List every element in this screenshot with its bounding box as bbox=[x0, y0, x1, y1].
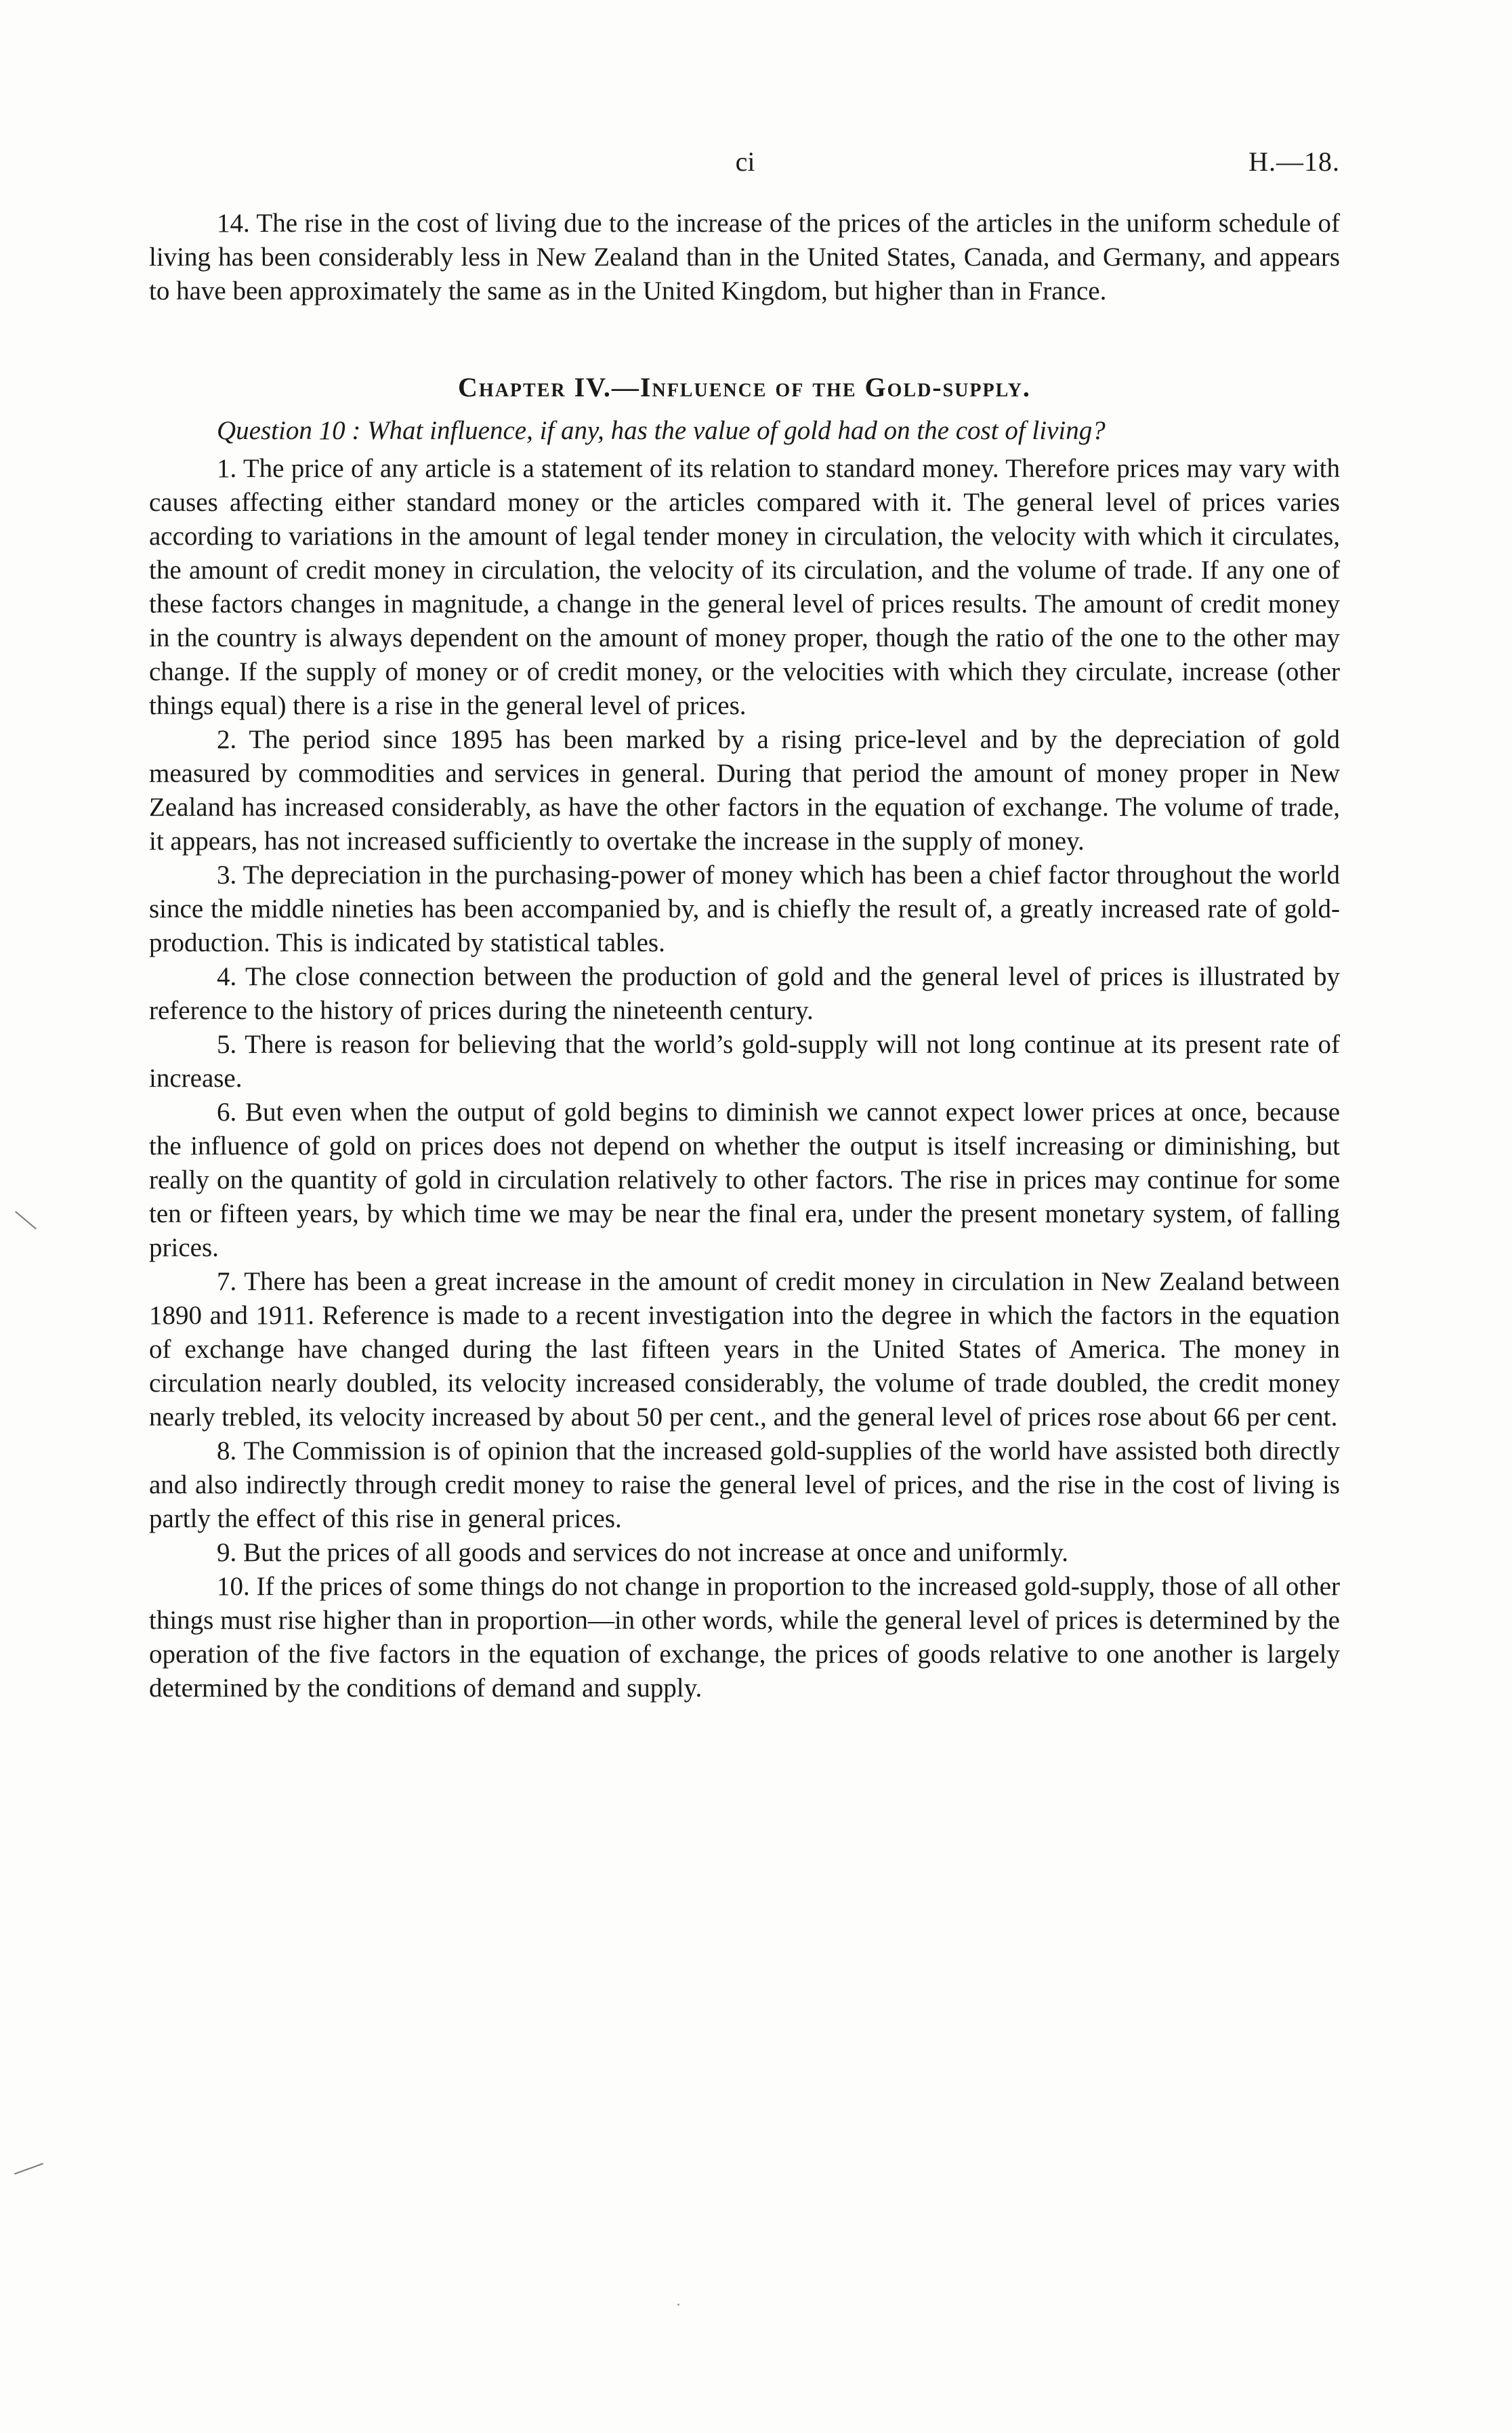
paragraph-number: 14. bbox=[217, 209, 250, 238]
paragraph-number: 8. bbox=[217, 1436, 237, 1465]
document-reference: H.—18. bbox=[1248, 146, 1340, 177]
paragraph-text: The period since 1895 has been marked by a rising price-level and by the depreciation of gold measured by commodities and services in general. During that period the amount of money proper in New Zealand has increased considerably, as have the other factors in the equation of exchange. The volume of trade, it appears, has not increased sufficiently to overtake the increase in the supply of money. bbox=[149, 725, 1341, 856]
margin-scan-mark bbox=[15, 1211, 37, 1229]
margin-scan-mark bbox=[14, 2163, 43, 2174]
paragraph-number: 2. bbox=[217, 725, 237, 754]
question-text: What influence, if any, has the value of gold had on the cost of living? bbox=[367, 416, 1106, 445]
paragraph-3 bbox=[149, 858, 1340, 960]
paragraph-9 bbox=[149, 1536, 1340, 1570]
paragraph-14 bbox=[149, 207, 1340, 308]
paragraph-text: The depreciation in the purchasing-power of money which has been a chief factor throughout the world since the middle nineties has been accompanied by, and is chiefly the result of, a greatly increased rate of gold-production. This is indicated by statistical tables. bbox=[149, 860, 1340, 957]
paragraph-number: 3. bbox=[217, 860, 237, 890]
paragraph-text: There has been a great increase in the amount of credit money in circulation in New Zealand between 1890 and 1911. Reference is made to a recent investigation into the degree in which the factors in the equation of exchange have changed during the last fifteen years in the United States of America. The money in circulation nearly doubled, its velocity increased considerably, the volume of trade doubled, the credit money nearly trebled, its velocity increased by about 50 per cent., and the general level of prices rose about 66 per cent. bbox=[149, 1267, 1340, 1432]
chapter-heading: Chapter IV.—Influence of the Gold-supply. bbox=[458, 372, 1031, 402]
paragraph-4 bbox=[149, 960, 1340, 1028]
paragraph-number: 4. bbox=[217, 962, 237, 991]
paragraph-text: The rise in the cost of living due to the increase of the prices of the articles in the uniform schedule of living has been considerably less in New Zealand than in the United States, Canada, and Germany, and appears to have been approximately the same as in the United Kingdom, but higher than in France. bbox=[149, 209, 1340, 306]
paragraph-text: The Commission is of opinion that the increased gold-supplies of the world have assisted both directly and also indirectly through credit money to raise the general level of prices, and the rise in the cost of living is partly the effect of this rise in general prices. bbox=[149, 1436, 1340, 1533]
paragraph-number: 5. bbox=[217, 1030, 237, 1059]
paragraph-10 bbox=[149, 1570, 1340, 1705]
paragraph-1 bbox=[149, 452, 1340, 723]
paragraph-text: The close connection between the production of gold and the general level of prices is illustrated by reference to the history of prices during the nineteenth century. bbox=[149, 962, 1340, 1025]
page-number: ci bbox=[735, 146, 755, 177]
paragraph-text: If the prices of some things do not change in proportion to the increased gold-supply, those of all other things must rise higher than in proportion—in other words, while the general level of prices is determined by the operation of the five factors in the equation of exchange, the prices of goods relative to one another is largely determined by the conditions of demand and supply. bbox=[149, 1572, 1341, 1703]
paragraph-7 bbox=[149, 1265, 1340, 1434]
paragraph-text: But even when the output of gold begins to diminish we cannot expect lower prices at once, because the influence of gold on prices does not depend on whether the output is itself increasing or diminishing, but really on the quantity of gold in circulation relatively to other factors. The rise in prices may continue for some ten or fifteen years, by which time we may be near the final era, under the present monetary system, of falling prices. bbox=[149, 1098, 1341, 1262]
paragraph-text: There is reason for believing that the world’s gold-supply will not long continue at its present rate of increase. bbox=[149, 1030, 1341, 1093]
paragraph-8 bbox=[149, 1434, 1340, 1536]
paragraph-5 bbox=[149, 1028, 1340, 1096]
paragraph-number: 9. bbox=[217, 1538, 237, 1567]
question-label: Question 10 : bbox=[217, 416, 361, 445]
paragraph-number: 7. bbox=[217, 1267, 237, 1296]
page-body bbox=[149, 207, 1340, 1705]
paragraph-text: The price of any article is a statement of its relation to standard money. Therefore prices may vary with causes affecting either standard money or the articles compared with it. The general level of prices varies according to variations in the amount of legal tender money in circulation, the velocity with which it circulates, the amount of credit money in circulation, the velocity of its circulation, and the volume of trade. If any one of these factors changes in magnitude, a change in the general level of prices results. The amount of credit money in the country is always dependent on the amount of money proper, though the ratio of the one to the other may change. If the supply of money or of credit money, or the velocities with which they circulate, increase (other things equal) there is a rise in the general level of prices. bbox=[149, 454, 1341, 720]
question-10 bbox=[149, 414, 1340, 448]
paragraph-2 bbox=[149, 723, 1340, 858]
paragraph-number: 6. bbox=[217, 1098, 237, 1127]
paragraph-6 bbox=[149, 1096, 1340, 1265]
paragraph-number: 10. bbox=[217, 1572, 250, 1601]
paragraph-number: 1. bbox=[217, 454, 237, 483]
paragraph-text: But the prices of all goods and services do not increase at once and uniformly. bbox=[243, 1538, 1069, 1567]
scan-speck bbox=[677, 2304, 679, 2306]
page-header bbox=[149, 146, 1340, 186]
